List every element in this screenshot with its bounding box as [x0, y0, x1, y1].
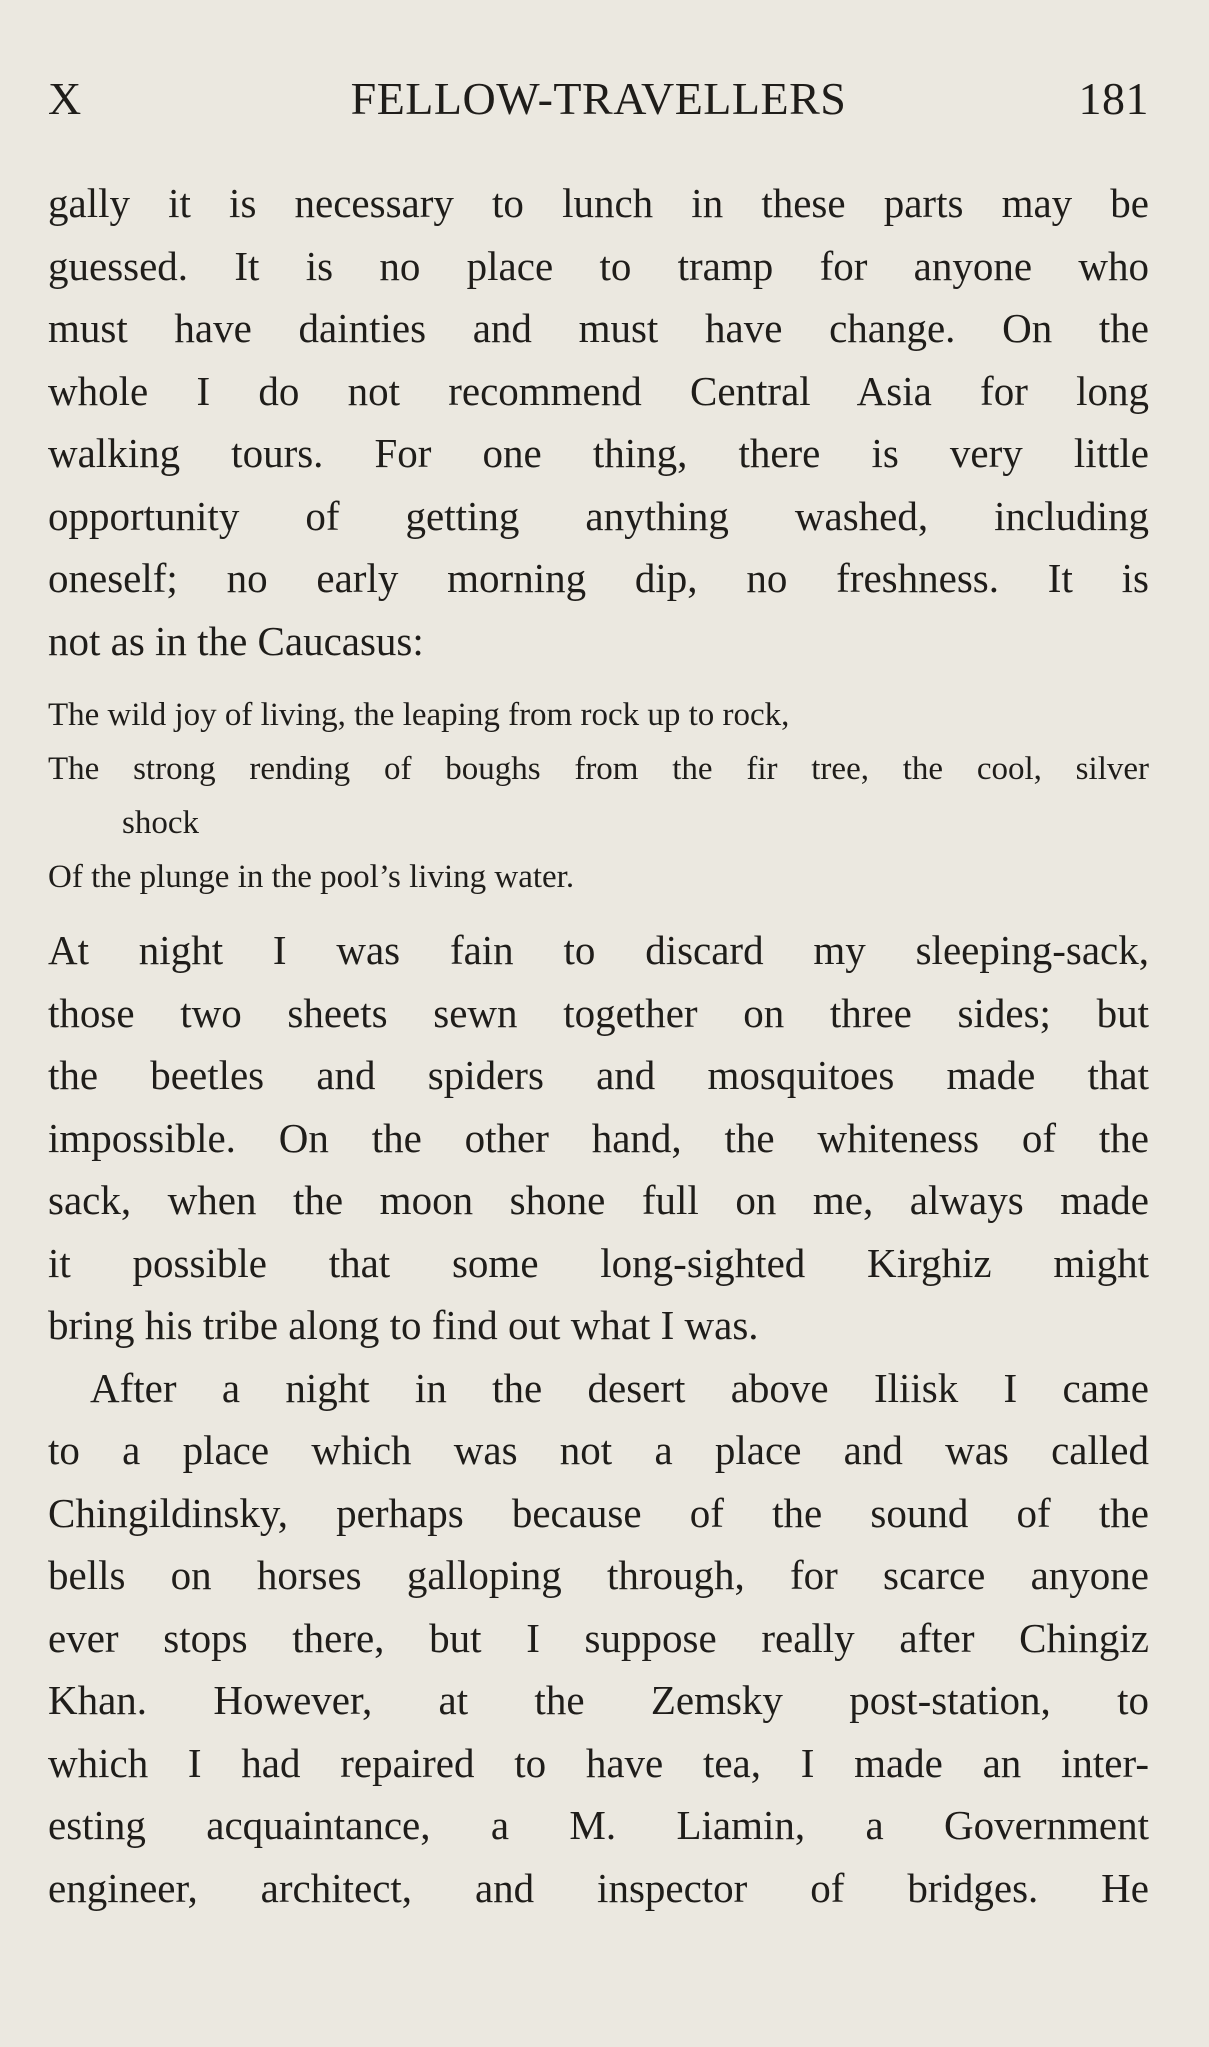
poem-line: Of the plunge in the pool’s living water.	[48, 859, 575, 895]
text-line: impossible. On the other hand, the whiteness of the	[48, 1114, 1149, 1161]
text-line: sack, when the moon shone full on me, always made	[48, 1177, 1149, 1223]
text-line: walking tours. For one thing, there is very little	[48, 430, 1149, 476]
text-line: After a night in the desert above Iliisk I came	[90, 1364, 1149, 1411]
paragraph-1	[48, 172, 1149, 672]
text-line: whole I do not recommend Central Asia for long	[48, 367, 1149, 414]
text-line: which I had repaired to have tea, I made an inter-	[48, 1739, 1149, 1786]
poem-line: The strong rending of boughs from the fir tree, the cool, silver	[48, 751, 1149, 787]
text-line: Khan. However, at the Zemsky post-station, to	[48, 1677, 1149, 1723]
text-line: bells on horses galloping through, for scarce anyone	[48, 1552, 1149, 1598]
running-title: FELLOW-TRAVELLERS	[350, 73, 847, 124]
text-line: engineer, architect, and inspector of bridges. He	[48, 1864, 1149, 1911]
text-line: the beetles and spiders and mosquitoes made that	[48, 1052, 1149, 1098]
chapter-number: X	[48, 73, 82, 124]
text-line: bring his tribe along to find out what I was.	[48, 1302, 759, 1348]
text-line: At night I was fain to discard my sleeping-sack,	[48, 927, 1149, 973]
poem-line: The wild joy of living, the leaping from rock up to rock,	[48, 697, 790, 733]
text-line: Chingildinsky, perhaps because of the sound of the	[48, 1489, 1149, 1536]
text-line: those two sheets sewn together on three sides; but	[48, 989, 1149, 1036]
text-line: must have dainties and must have change. On the	[48, 305, 1149, 351]
running-header	[48, 72, 1149, 132]
text-line: esting acquaintance, a M. Liamin, a Government	[48, 1802, 1149, 1848]
page-number: 181	[1078, 73, 1149, 124]
text-line: ever stops there, but I suppose really after Chingiz	[48, 1614, 1149, 1661]
text-line: not as in the Caucasus:	[48, 617, 424, 664]
text-line: opportunity of getting anything washed, including	[48, 492, 1149, 539]
text-line: oneself; no early morning dip, no freshness. It is	[48, 555, 1149, 601]
text-line: to a place which was not a place and was called	[48, 1427, 1149, 1473]
text-line: gally it is necessary to lunch in these parts may be	[48, 180, 1149, 226]
paragraph-2-3	[48, 919, 1149, 1919]
text-line: guessed. It is no place to tramp for anyone who	[48, 242, 1149, 289]
poem-line-continuation: shock	[122, 805, 199, 841]
text-line: it possible that some long-sighted Kirghiz might	[48, 1239, 1149, 1286]
poem-quotation	[48, 688, 1149, 904]
